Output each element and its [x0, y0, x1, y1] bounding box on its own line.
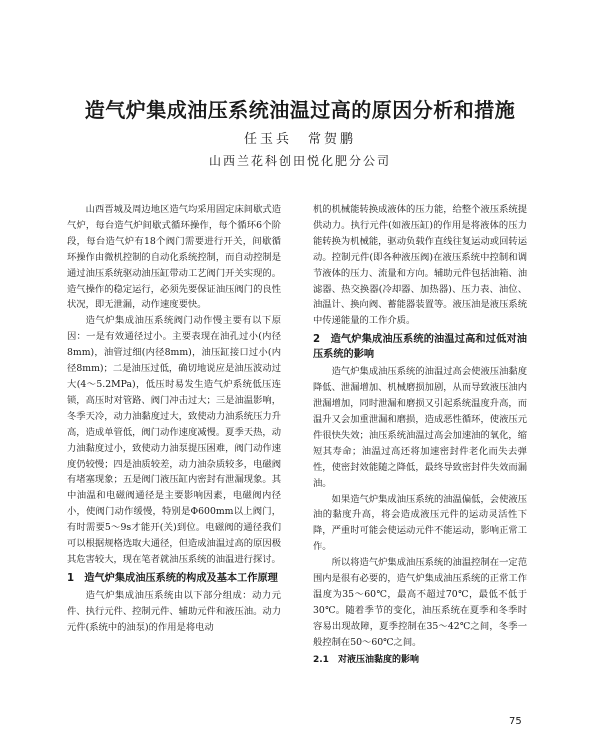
section-1-heading: 1 造气炉集成油压系统的构成及基本工作原理: [67, 572, 278, 584]
section-2-1-heading: 2.1 对液压油黏度的影响: [313, 654, 419, 665]
section-1-paragraph-1: 造气炉集成油压系统由以下部分组成：动力元件、执行元件、控制元件、辅助元件和液压油。动力元件(系统中的油泵)的作用是将电动: [67, 589, 281, 633]
section-2-paragraph-1: 造气炉集成油压系统的油温过高会使液压油黏度降低、泄漏增加、机械磨损加剧，从而导致液压油内泄漏增加，同时泄漏和磨损又引起系统温度升高，而温升又会加重泄漏和磨损，造成恶性循环，使液压元件很快失效；油压系统油温过高会加速油的氧化，缩短其寿命；油温过高还将加速密封件老化而失去弹性，使密封效能随之降低，最终导致密封件失效而漏油。: [313, 366, 527, 489]
affiliation: 山西兰花科创田悦化肥分公司: [208, 154, 391, 168]
paper-title: 造气炉集成油压系统油温过高的原因分析和措施: [84, 98, 516, 122]
section-2-paragraph-2: 如果造气炉集成油压系统的油温偏低，会使液压油的黏度升高，将会造成液压元件的运动灵活性下降，严重时可能会使运动元件不能运动，影响正常工作。: [313, 493, 527, 553]
section-2-heading: 2 造气炉集成油压系统的油温过高和过低对油压系统的影响: [313, 334, 527, 361]
left-column: [67, 202, 281, 702]
page-number: 75: [509, 716, 522, 727]
intro-paragraph-2: 造气炉集成油压系统阀门动作慢主要有以下原因：一是有效通径过小。主要表现在油孔过小(内径8mm)，油管过细(内径8mm)，油压缸接口过小(内径8mm)；二是油压过低，确切地说应是油压波动过大(4～5.2MPa)，低压时易发生造气炉系统低压连锁，高压时对管路、阀门冲击过大；三是油温影响，冬季天冷，动力油黏度过大，致使动力油系统压力升高，造成单管低，阀门动作速度减慢。夏季天热，动力油黏度过小，致使动力油泵提压困难，阀门动作速度仍较慢；四是油质较差，动力油杂质较多，电磁阀有堵塞现象；五是阀门液压缸内密封有泄漏现象。其中油温和电磁阀通径是主要影响因素，电磁阀内径小，使阀门动作缓慢，特别是Φ600mm以上阀门，有时需要5～9s才能开(关)到位。电磁阀的通径我们可以根据规格选取大通径，但造成油温过高的原因极其危害较大，现在笔者就油压系统的油温进行探讨。: [67, 315, 281, 565]
section-2-paragraph-3: 所以将造气炉集成油压系统的油温控制在一定范围内是很有必要的，造气炉集成油压系统的正常工作温度为35～60℃，最高不超过70℃，最低不低于30℃。随着季节的变化，油压系统在夏季和冬季时容易出现故障，夏季控制在35～42℃之间，冬季一般控制在50～60℃之间。: [313, 557, 527, 648]
intro-paragraph-1: 山西晋城及周边地区造气均采用固定床间歇式造气炉，每台造气炉间歇式循环操作，每个循环6个阶段，每台造气炉有18个阀门需要进行开关，间歇循环操作由微机控制的自动化系统控制，而自动控制是通过油压系统驱动油压缸带动工艺阀门开关实现的。造气操作的稳定运行，必须先要保证油压阀门的良性状况，即无泄漏，动作速度要快。: [67, 204, 281, 311]
authors: 任玉兵 常贺鹏: [243, 132, 356, 147]
right-column: [313, 202, 527, 702]
continued-paragraph: 机的机械能转换成液体的压力能，给整个液压系统提供动力。执行元件(如液压缸)的作用是将液体的压力能转换为机械能，驱动负载作直线往复运动或回转运动。控制元件(即各种液压阀)在液压系统中控制和调节液体的压力、流量和方向。辅助元件包括油箱、油滤器、热交换器(冷却器、加热器)、压力表、油位、油温计、换向阀、蓄能器装置等。液压油是液压系统中传递能量的工作介质。: [313, 204, 527, 327]
